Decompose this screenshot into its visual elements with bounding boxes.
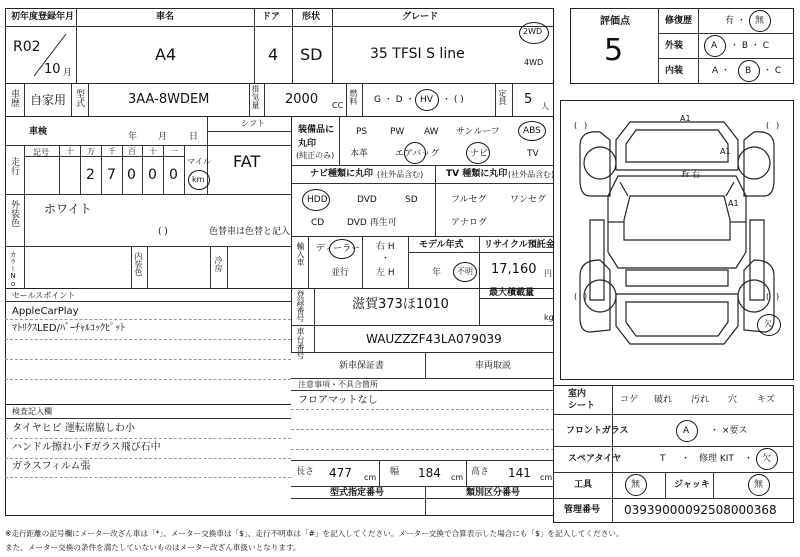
model-value: 3AA-8WDEM	[128, 92, 210, 107]
shift-label: シフト	[241, 119, 265, 128]
col-div	[713, 472, 714, 498]
navi-item: CD	[311, 218, 325, 228]
row-div	[291, 460, 554, 461]
capacity-label: 定員	[498, 89, 507, 105]
car-outline-diagram	[560, 100, 794, 380]
max-load-label: 最大積載量	[489, 288, 535, 298]
mileage-digit-label: 千	[108, 147, 116, 156]
row-div	[479, 298, 554, 299]
row-div	[553, 472, 794, 473]
row-div	[291, 498, 554, 499]
row-div	[291, 165, 554, 166]
mileage-col	[163, 145, 164, 194]
model-year-unknown: 不明	[457, 267, 473, 276]
exterior-selected: A	[711, 41, 718, 51]
equip-item: エアバッグ	[395, 149, 440, 159]
door-count: 4	[268, 45, 279, 64]
col-div	[292, 8, 293, 83]
mileage-col	[24, 145, 25, 194]
col-div	[479, 236, 480, 288]
drive-2wd: 2WD	[523, 27, 543, 36]
jack-selected: 無	[754, 480, 764, 490]
rating-score: 5	[604, 33, 624, 68]
reg-month-unit: 月	[63, 68, 73, 78]
repair-options: 有 ・	[725, 16, 746, 26]
interior-sheet-option: キズ	[757, 395, 775, 405]
displacement-label: 排気量	[251, 85, 260, 109]
col-div	[698, 8, 699, 84]
row-div	[658, 58, 794, 59]
interior-a: A ・	[712, 66, 731, 76]
color-col	[24, 194, 25, 288]
tv-label: TV 種類に丸印	[446, 169, 508, 179]
color-note-paren: ( )	[158, 227, 168, 237]
shift-divider	[207, 131, 291, 132]
line-div	[5, 359, 291, 360]
mileage-unit-km: km	[192, 175, 205, 184]
spare-tire-dot2: ・	[744, 454, 754, 464]
col-div	[291, 288, 292, 352]
col-div	[425, 486, 426, 516]
equipment-label2: 丸印	[298, 139, 317, 149]
col-div	[512, 83, 513, 116]
row-div	[291, 378, 554, 379]
row-div	[5, 145, 291, 146]
damage-label: A1	[680, 114, 691, 123]
color-no-label: カラーNo.	[9, 251, 17, 296]
sales-line: ﾏﾄﾘｸｽLED/ﾊﾞｰﾁｬﾙｺｯｸﾋﾟｯﾄ	[12, 323, 125, 334]
spare-tire-selected: 欠	[762, 454, 772, 464]
row-div	[5, 404, 291, 405]
mileage-digit-label: 万	[87, 147, 95, 156]
col-div	[291, 116, 292, 288]
inspector-line: ハンドル擦れ小 Fガラス飛び石中	[12, 442, 161, 453]
navi-item: DVD	[357, 195, 377, 205]
mileage-digit-label: 十	[149, 147, 157, 156]
registration-value: 滋賀373ほ1010	[352, 297, 449, 312]
width-value: 184	[418, 466, 441, 480]
tv-item: フルセグ	[451, 195, 487, 205]
tv-note: (社外品含む)	[508, 170, 555, 179]
interior-sheet-option: 汚れ	[691, 395, 710, 405]
exterior-label: 外装	[665, 41, 684, 51]
drive-4wd: 4WD	[524, 58, 544, 67]
tools-selected: 無	[631, 480, 641, 490]
door-label: ドア	[262, 12, 280, 22]
length-value: 477	[329, 466, 352, 480]
navi-item: DVD 再生可	[347, 218, 397, 228]
row-div	[291, 390, 554, 391]
mileage-label: 走行	[9, 157, 19, 175]
row2-bottom	[5, 116, 554, 117]
spare-tire-label: スペアタイヤ	[568, 454, 622, 464]
equip-item: 本革	[350, 149, 369, 159]
row-div	[291, 325, 554, 326]
interior-selected: B	[745, 66, 752, 76]
manual-label: 車両取説	[475, 361, 512, 371]
damage-label: A1	[720, 147, 731, 156]
col-div	[147, 246, 148, 288]
mm-open: (	[766, 121, 770, 130]
footnote-line-1: ※走行距離の記号欄にメーター改ざん車は「*」、メーター交換車は「$」、走行不明車は「#」を記入してください。メーター交換で合算表示した場合にも「$」を記入してください。	[5, 529, 624, 538]
col-div	[227, 246, 228, 288]
inspection-month-unit: 月	[158, 132, 168, 142]
usage-value: 自家用	[30, 93, 67, 107]
notes-line: フロアマットなし	[298, 395, 378, 406]
spare-tire-t: T	[660, 454, 666, 464]
mileage-col	[122, 145, 123, 194]
width-label: 幅	[390, 467, 400, 477]
jack-label: ジャッキ	[674, 480, 710, 490]
row-div	[553, 414, 794, 415]
row-div	[5, 246, 291, 247]
capacity-unit: 人	[541, 102, 549, 111]
mm-open: (	[574, 292, 578, 301]
reg-era: R02	[13, 39, 41, 55]
row-div	[291, 236, 554, 237]
col-div	[71, 83, 72, 116]
recycle-unit: 円	[544, 269, 552, 278]
car-name-label: 車名	[156, 12, 175, 22]
col-div	[249, 83, 250, 116]
import-label: 輸入車	[296, 242, 305, 266]
mileage-digit-label: 十	[66, 147, 74, 156]
fuel-options: G ・ D ・	[374, 95, 415, 105]
col-div	[339, 116, 340, 165]
equip-item: PS	[356, 127, 368, 137]
interior-sheet-option: 破れ	[654, 395, 673, 405]
col-div	[264, 83, 265, 116]
fuel-other: ・ ( )	[442, 95, 464, 105]
import-dealer: ディーラー	[316, 244, 361, 254]
mm-close: )	[584, 121, 588, 130]
interior-sheet-label2: シート	[568, 401, 596, 411]
sales-points-label: セールスポイント	[12, 291, 76, 300]
model-label: 型式	[74, 89, 84, 107]
length-unit: cm	[364, 473, 377, 482]
model-year-label: モデル年式	[419, 240, 464, 250]
mileage-digit-label: 一	[170, 147, 178, 156]
chassis-value: WAUZZZF43LA079039	[366, 332, 502, 346]
tools-label: 工具	[574, 480, 593, 490]
row-div	[291, 183, 554, 184]
category-label: 類別区分番号	[466, 488, 521, 498]
car-name: A4	[155, 45, 177, 64]
row-div	[553, 498, 794, 499]
first-reg-label: 初年度登録年月	[11, 12, 75, 22]
rating-label: 評価点	[600, 16, 630, 27]
col-div	[466, 460, 467, 486]
interior-sheet-label: 室内	[568, 389, 587, 399]
mileage-col	[101, 145, 102, 194]
line-div	[5, 319, 291, 320]
row-div	[5, 288, 554, 289]
damage-label: 欠	[764, 319, 772, 328]
sales-line: AppleCarPlay	[12, 306, 79, 317]
usage-label: 車歴	[9, 89, 19, 107]
row-div	[291, 352, 554, 353]
control-number-label: 管理番号	[564, 505, 601, 515]
inspection-year-unit: 年	[128, 132, 138, 142]
grade-value: 35 TFSI S line	[370, 46, 465, 62]
interior-sheet-option: コゲ	[620, 395, 639, 405]
row-div	[658, 33, 794, 34]
col-div	[314, 288, 315, 352]
equip-item: サンルーフ	[456, 127, 500, 137]
fuel-label: 燃料	[349, 89, 358, 105]
inspector-line: タイヤヒビ 運転席脇しわ小	[12, 423, 135, 434]
height-label: 高さ	[471, 467, 490, 477]
navi-item: HDD	[307, 195, 328, 205]
spare-tire-repair-kit: 修理 KIT	[699, 454, 734, 464]
inspector-label: 検査記入欄	[12, 407, 52, 416]
col-div	[658, 8, 659, 84]
interior-sheet-option: 穴	[728, 395, 738, 405]
spare-tire-dot: ・	[681, 454, 691, 464]
col-div	[308, 236, 309, 288]
warranty-label: 新車保証書	[339, 361, 385, 371]
col-div	[346, 83, 347, 116]
row-div	[291, 486, 554, 487]
color-label: 外装色	[9, 200, 19, 227]
line-div	[291, 449, 554, 450]
cooler-label: 冷房	[214, 256, 223, 272]
mileage-col	[80, 145, 81, 194]
mm-open: (	[766, 292, 770, 301]
shift-value: FAT	[233, 152, 261, 171]
line-div	[5, 339, 291, 340]
col-div	[425, 352, 426, 378]
exterior-rest: ・ B ・ C	[730, 41, 770, 51]
col-div	[435, 165, 436, 236]
navi-label: ナビ種類に丸印	[310, 169, 374, 179]
col-div	[479, 288, 480, 325]
inspection-label: 車検	[29, 127, 48, 137]
type-designation-label: 型式指定番号	[330, 488, 385, 498]
col-div	[24, 83, 25, 116]
tv-item: ワンセグ	[510, 195, 547, 205]
col-div	[362, 236, 363, 288]
row-div	[553, 446, 794, 447]
col-div	[665, 472, 666, 498]
row-div	[5, 194, 291, 195]
mileage-col	[184, 145, 185, 194]
mileage-digit: 7	[107, 167, 116, 183]
footnote-line-2: また、メーター交換の条件を満たしていないものはメーター改ざん車扱いとなります。	[5, 543, 301, 552]
line-div	[5, 379, 291, 380]
equip-item: ABS	[523, 126, 541, 136]
reg-month: 10	[44, 62, 61, 77]
height-unit: cm	[540, 473, 553, 482]
row-div	[408, 252, 554, 253]
equip-item: TV	[527, 149, 539, 159]
height-value: 141	[508, 466, 531, 480]
line-div	[5, 458, 291, 459]
body-shape: SD	[300, 45, 323, 64]
col-div	[254, 8, 255, 83]
repair-selected: 無	[755, 16, 765, 26]
equip-item: PW	[390, 127, 405, 137]
mm-open: (	[574, 121, 578, 130]
navi-note: (社外品含む)	[377, 170, 424, 179]
inspector-line: ガラスフィルム張	[12, 461, 91, 472]
length-label: 長さ	[296, 467, 315, 477]
width-unit: cm	[451, 473, 464, 482]
equip-item: ナビ	[470, 149, 489, 159]
fuel-hv: HV	[420, 95, 433, 105]
col-div	[495, 83, 496, 116]
notes-label: 注意事項・不具合箇所	[298, 380, 378, 389]
mileage-digit: 0	[127, 167, 136, 183]
row-div	[5, 418, 291, 419]
windshield-rest: ・ ×要ス	[710, 426, 748, 436]
mileage-col	[59, 145, 60, 194]
import-left-h: 左 H	[376, 268, 395, 278]
damage-label: A1	[728, 199, 739, 208]
col-div	[379, 460, 380, 486]
col-div	[210, 246, 211, 288]
line-div	[291, 409, 554, 410]
capacity-value: 5	[524, 92, 533, 107]
control-number: 03939000092508000368	[624, 503, 777, 517]
mileage-digit-label: 百	[128, 147, 136, 156]
max-load-unit: kg	[544, 313, 554, 322]
windshield-selected: A	[683, 426, 690, 436]
chassis-label: 車台番号	[296, 327, 305, 359]
col-div	[88, 83, 89, 116]
registration-label: 登録番号	[296, 290, 305, 322]
mm-close: )	[584, 292, 588, 301]
col-div	[408, 236, 409, 288]
grade-label: グレード	[402, 12, 439, 22]
displacement-value: 2000	[285, 92, 319, 107]
line-div	[5, 477, 291, 478]
recycle-amount: 17,160	[491, 262, 537, 277]
model-year-unit: 年	[432, 268, 442, 278]
header-divider	[5, 26, 554, 27]
windshield-label: フロントガラス	[566, 426, 629, 436]
color-note: 色替車は色替と記入	[209, 227, 291, 237]
recycle-label: リサイクル預託金	[484, 240, 555, 250]
row-div	[5, 301, 291, 302]
col-div	[362, 83, 363, 116]
equipment-label: 装備品に	[298, 125, 335, 135]
mileage-digit: 2	[86, 167, 95, 183]
line-div	[291, 429, 554, 430]
navi-item: SD	[405, 195, 418, 205]
mileage-digit: 0	[169, 167, 178, 183]
mm-close: )	[776, 292, 780, 301]
tv-item: アナログ	[451, 218, 488, 228]
damage-label: Fr 右	[682, 170, 700, 179]
import-dot: ・	[381, 254, 391, 264]
interior-rest: ・ C	[763, 66, 782, 76]
mileage-sign-label: 記号	[33, 148, 49, 157]
interior-color-label: 内装色	[134, 252, 143, 276]
line-div	[5, 438, 291, 439]
displacement-unit: CC	[332, 101, 344, 110]
inspection-day-unit: 日	[189, 132, 199, 142]
color-value: ホワイト	[44, 202, 92, 216]
equip-item: AW	[424, 127, 439, 137]
interior-label: 内装	[665, 66, 684, 76]
equipment-label3: (純正のみ)	[296, 151, 335, 160]
import-parallel: 並行	[331, 268, 350, 278]
repair-label: 修復歴	[665, 16, 693, 26]
import-right-h: 右 H	[376, 242, 395, 252]
col-div	[76, 8, 77, 83]
mileage-col	[142, 145, 143, 194]
mileage-digit: 0	[148, 167, 157, 183]
col-div	[332, 8, 333, 83]
mm-close: )	[776, 121, 780, 130]
mileage-unit-mile: マイル	[187, 157, 211, 166]
shape-label: 形状	[302, 12, 321, 22]
col-div	[131, 246, 132, 288]
